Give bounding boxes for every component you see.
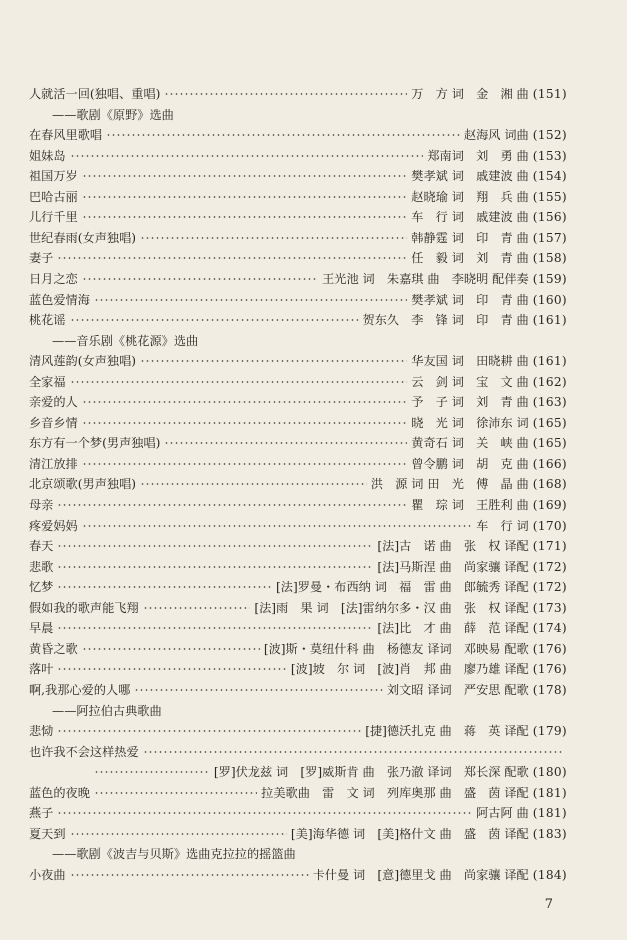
song-credits: [捷]德沃扎克 曲 蒋 英 译配: [365, 724, 529, 738]
page-ref: (160): [532, 293, 567, 307]
song-credits: 赵海风 词曲: [463, 128, 529, 142]
song-credits: 万 方 词 金 湘 曲: [411, 87, 529, 101]
song-credits: 樊孝斌 词 印 青 曲: [411, 293, 529, 307]
dot-leader: [57, 586, 272, 588]
song-credits: 瞿 琮 词 王胜利 曲: [411, 498, 529, 512]
section-subtitle: ——歌剧《原野》选曲: [52, 108, 174, 122]
song-title: 东方有一个梦(男声独唱): [29, 436, 161, 450]
dot-leader: [82, 463, 408, 465]
page-ref: (151): [532, 87, 567, 101]
song-credits: 车 行 词: [476, 519, 529, 533]
dot-leader: [82, 216, 408, 218]
song-title: 世纪春雨(女声独唱): [29, 231, 137, 245]
song-credits: [法]罗曼・布西纳 词 福 雷 曲 郎毓秀 译配: [276, 580, 529, 594]
dot-leader: [94, 792, 257, 794]
dot-leader: [82, 401, 408, 403]
toc-entry: [29, 742, 567, 762]
page-ref: (157): [532, 231, 567, 245]
song-title: 蓝色的夜晚: [29, 786, 90, 800]
dot-leader: [57, 504, 407, 506]
dot-leader: [140, 483, 367, 485]
song-credits: 卡什曼 词 [意]德里戈 曲 尚家骧 译配: [312, 868, 529, 882]
page-ref: (172): [532, 560, 567, 574]
dot-leader: [82, 648, 260, 650]
page-ref: (158): [532, 251, 567, 265]
dot-leader: [82, 175, 408, 177]
song-credits: 郑南词 刘 勇 曲: [427, 149, 529, 163]
dot-leader: [143, 607, 251, 609]
toc-entry: [29, 659, 567, 679]
page-ref: (156): [532, 210, 567, 224]
toc-entry: [29, 207, 567, 227]
song-title: 假如我的歌声能飞翔: [29, 601, 139, 615]
song-credits: 黄奇石 词 关 峡 曲: [411, 436, 529, 450]
page-ref: (168): [532, 477, 567, 491]
page-ref: (165): [532, 436, 567, 450]
page-ref: (153): [532, 149, 567, 163]
dot-leader: [82, 525, 472, 527]
dot-leader: [57, 730, 361, 732]
page-ref: (161): [532, 354, 567, 368]
dot-leader: [57, 627, 373, 629]
song-credits: 云 剑 词 宝 文 曲: [411, 375, 529, 389]
page-ref: (172): [532, 580, 567, 594]
toc-entry: [29, 536, 567, 556]
dot-leader: [143, 751, 563, 753]
dot-leader: [82, 278, 318, 280]
dot-leader: [140, 237, 407, 239]
dot-leader: [57, 668, 287, 670]
toc-entry: [29, 310, 567, 330]
dot-leader: [57, 812, 472, 814]
song-credits: 阿古阿 曲: [476, 806, 529, 820]
song-title: 小夜曲: [29, 868, 66, 882]
page-ref: (163): [532, 395, 567, 409]
dot-leader: [57, 566, 373, 568]
dot-leader: [70, 155, 424, 157]
toc-entry: [29, 618, 567, 638]
page-ref: (170): [532, 519, 567, 533]
song-credits: 刘文昭 译词 严安思 配歌: [386, 683, 529, 697]
toc-entry: [29, 598, 567, 618]
toc-entry: [29, 824, 567, 844]
song-credits: 韩静霆 词 印 青 曲: [411, 231, 529, 245]
page-ref: (161): [532, 313, 567, 327]
song-title: 燕子: [29, 806, 54, 820]
page-ref: (162): [532, 375, 567, 389]
dot-leader: [106, 134, 460, 136]
song-title: 巴哈古丽: [29, 190, 78, 204]
toc-entry: [29, 290, 567, 310]
song-title: 人就活一回(独唱、重唱): [29, 87, 161, 101]
song-title: 全家福: [29, 375, 66, 389]
song-credits: 赵晓瑜 词 翔 兵 曲: [411, 190, 529, 204]
toc-entry: [29, 433, 567, 453]
song-credits: 曾令鹏 词 胡 克 曲: [411, 457, 529, 471]
song-title: 黄昏之歌: [29, 642, 78, 656]
toc-entry: [29, 454, 567, 474]
song-title: 悲恸: [29, 724, 54, 738]
song-title: 忆梦: [29, 580, 54, 594]
toc-entry: [29, 269, 567, 289]
section-subtitle: ——阿拉伯古典歌曲: [52, 704, 162, 718]
toc-entry: [29, 372, 567, 392]
song-title: 桃花谣: [29, 313, 66, 327]
song-credits: [波]斯・莫纽什科 曲 杨德友 译词 邓映易 配歌: [263, 642, 529, 656]
song-credits: 晓 光 词 徐沛东 词: [411, 416, 529, 430]
toc-entry: [29, 557, 567, 577]
page-ref: (179): [532, 724, 567, 738]
dot-leader: [70, 381, 408, 383]
section-subtitle: ——歌剧《波吉与贝斯》选曲克拉拉的摇篮曲: [52, 847, 296, 861]
song-title: 姐妹岛: [29, 149, 66, 163]
toc-entry: [29, 228, 567, 248]
page-ref: (174): [532, 621, 567, 635]
song-credits: [法]比 才 曲 薛 范 译配: [377, 621, 529, 635]
song-title: 儿行千里: [29, 210, 78, 224]
song-title: 早晨: [29, 621, 54, 635]
song-title: 春天: [29, 539, 54, 553]
dot-leader: [140, 360, 407, 362]
page-ref: (155): [532, 190, 567, 204]
page-ref: (159): [532, 272, 567, 286]
dot-leader: [94, 299, 407, 301]
page-ref: (154): [532, 169, 567, 183]
dot-leader: [57, 257, 407, 259]
page-ref: (173): [532, 601, 567, 615]
song-title: 北京颂歌(男声独唱): [29, 477, 137, 491]
toc-entry: [90, 762, 567, 782]
page-number: 7: [544, 897, 553, 912]
song-credits: [波]坡 尔 词 [波]肖 邦 曲 廖乃雄 译配: [290, 662, 529, 676]
page-ref: (180): [532, 765, 567, 779]
song-credits: [法]马斯涅 曲 尚家骧 译配: [377, 560, 529, 574]
song-title: 日月之恋: [29, 272, 78, 286]
page-ref: (165): [532, 416, 567, 430]
song-credits: 王光池 词 朱嘉琪 曲 李晓明 配伴奏: [322, 272, 529, 286]
toc-entry: [29, 495, 567, 515]
toc-entry: [29, 474, 567, 494]
song-title: 蓝色爱情海: [29, 293, 90, 307]
dot-leader: [164, 93, 407, 95]
toc-entry: [29, 803, 567, 823]
toc-entry: [29, 639, 567, 659]
song-credits: [美]海华德 词 [美]格什文 曲 盛 茵 译配: [290, 827, 529, 841]
page-ref: (178): [532, 683, 567, 697]
song-title: 疼爱妈妈: [29, 519, 78, 533]
toc-entry: [29, 187, 567, 207]
song-title: 啊,我那心爱的人哪: [29, 683, 131, 697]
song-credits: 樊孝斌 词 戚建波 曲: [411, 169, 529, 183]
dot-leader: [94, 771, 210, 773]
dot-leader: [70, 833, 287, 835]
toc-entry: [29, 413, 567, 433]
song-credits: [罗]伏龙兹 词 [罗]威斯肯 曲 张乃澈 译词 郑长深 配歌: [213, 765, 529, 779]
dot-leader: [82, 196, 408, 198]
song-credits: 洪 源 词 田 光 傅 晶 曲: [370, 477, 529, 491]
song-title: 落叶: [29, 662, 54, 676]
page-ref: (169): [532, 498, 567, 512]
page-ref: (166): [532, 457, 567, 471]
song-credits: 车 行 词 戚建波 曲: [411, 210, 529, 224]
toc-entry: [29, 351, 567, 371]
dot-leader: [70, 319, 359, 321]
dot-leader: [134, 689, 383, 691]
dot-leader: [70, 874, 309, 876]
toc-entry: [29, 248, 567, 268]
page-ref: (176): [532, 662, 567, 676]
toc-entry: [29, 865, 567, 885]
dot-leader: [164, 442, 407, 444]
song-credits: 拉美歌曲 雷 文 词 列库奥那 曲 盛 茵 译配: [261, 786, 529, 800]
toc-entry: [29, 125, 567, 145]
song-credits: [法]古 诺 曲 张 权 译配: [377, 539, 529, 553]
song-credits: 任 毅 词 刘 青 曲: [411, 251, 529, 265]
song-title: 悲歌: [29, 560, 54, 574]
song-title: 清风莲韵(女声独唱): [29, 354, 137, 368]
toc-entry: [29, 166, 567, 186]
dot-leader: [82, 422, 408, 424]
song-credits: 予 子 词 刘 青 曲: [411, 395, 529, 409]
song-credits: 贺东久 李 锋 词 印 青 曲: [362, 313, 529, 327]
song-title: 夏天到: [29, 827, 66, 841]
song-title: 清江放排: [29, 457, 78, 471]
song-credits: 华友国 词 田晓耕 曲: [411, 354, 529, 368]
dot-leader: [57, 545, 373, 547]
page-ref: (181): [532, 806, 567, 820]
song-title: 乡音乡情: [29, 416, 78, 430]
song-title: 也许我不会这样热爱: [29, 745, 139, 759]
toc-entry: [29, 721, 567, 741]
song-title: 亲爱的人: [29, 395, 78, 409]
song-title: 妻子: [29, 251, 54, 265]
song-title: 祖国万岁: [29, 169, 78, 183]
page-ref: (152): [532, 128, 567, 142]
toc-entry: [29, 516, 567, 536]
section-subtitle: ——音乐剧《桃花源》选曲: [52, 334, 199, 348]
page-ref: (176): [532, 642, 567, 656]
toc-entry: [29, 783, 567, 803]
toc-entry: [29, 577, 567, 597]
toc-entry: [29, 680, 567, 700]
song-title: 母亲: [29, 498, 54, 512]
song-credits: [法]雨 果 词 [法]雷纳尔多・汉 曲 张 权 译配: [254, 601, 529, 615]
toc-entry: [29, 146, 567, 166]
song-title: 在春风里歌唱: [29, 128, 103, 142]
toc-entry: [29, 392, 567, 412]
page-ref: (183): [532, 827, 567, 841]
toc-entry: [29, 84, 567, 104]
page-ref: (171): [532, 539, 567, 553]
page-ref: (184): [532, 868, 567, 882]
page-ref: (181): [532, 786, 567, 800]
